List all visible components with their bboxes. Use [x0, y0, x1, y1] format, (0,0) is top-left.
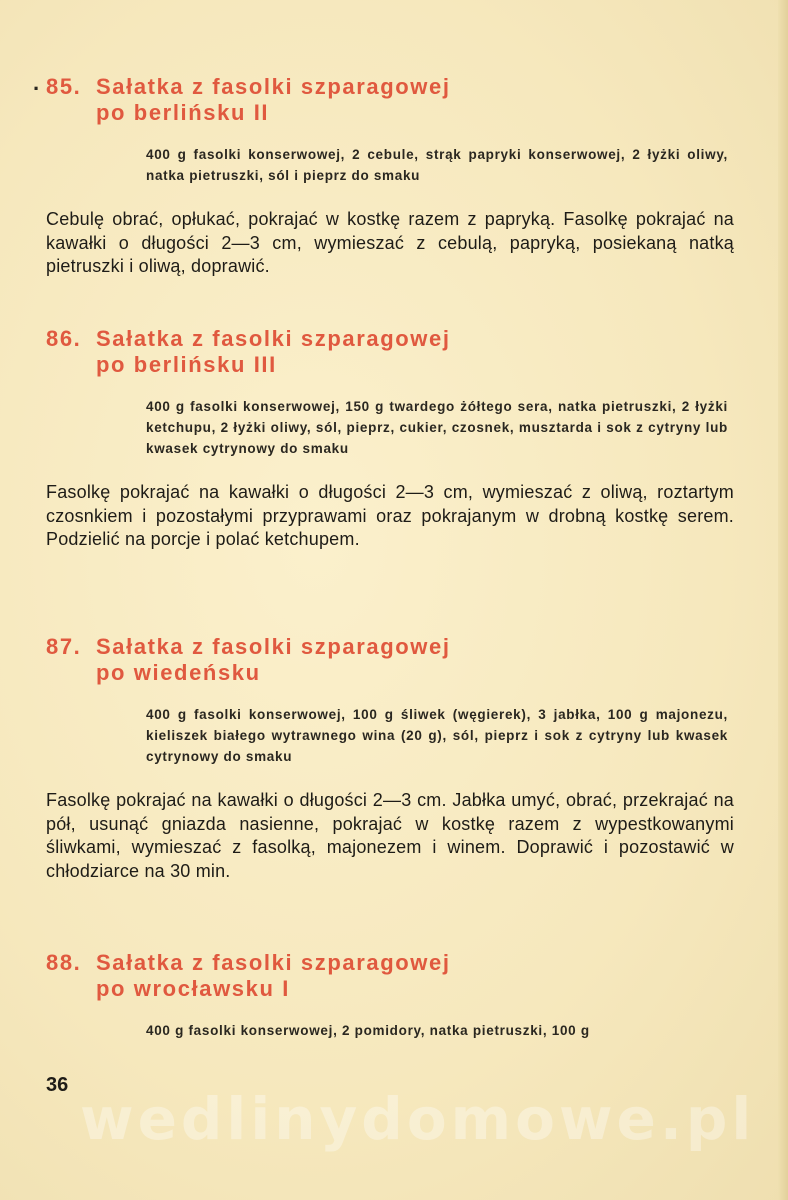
recipe-title-line1: Sałatka z fasolki szparagowej [96, 74, 451, 99]
page-edge [778, 0, 788, 1200]
recipe-title-line1: Sałatka z fasolki szparagowej [96, 634, 451, 659]
recipe-method: Fasolkę pokrajać na kawałki o długości 2—3 cm, wymieszać z oliwą, roztartym czosnkiem i pozostałymi przyprawami oraz pokrajanym w drobną kostkę serem. Podzielić na porcje i polać ketchupem. [46, 482, 734, 549]
recipe-86 [46, 326, 736, 552]
recipe-method: Fasolkę pokrajać na kawałki o długości 2—3 cm. Jabłka umyć, obrać, przekrajać na pół, usunąć gniazda nasienne, pokrajać w kostkę razem z wypestkowanymi śliwkami, wymieszać z fasolką, majonezem i winem. Doprawić i pozostawić w chłodziarce na 30 min. [46, 790, 734, 881]
recipe-ingredients: 400 g fasolki konserwowej, 150 g twardego żółtego sera, natka pietruszki, 2 łyżki ketchupu, 2 łyżki oliwy, sól, pieprz, cukier, czosnek, musztarda i sok z cytryny lub kwasek cytrynowy do smaku [146, 399, 728, 456]
recipe-number: 86. [46, 326, 82, 351]
recipe-number: 87. [46, 634, 82, 659]
page-number: 36 [46, 1074, 69, 1096]
recipe-87 [46, 634, 736, 883]
recipe-number: 88. [46, 950, 82, 975]
recipe-ingredients: 400 g fasolki konserwowej, 100 g śliwek (węgierek), 3 jabłka, 100 g majonezu, kieliszek białego wytrawnego wina (20 g), sól, pieprz i sok z cytryny lub kwasek cytrynowy do smaku [146, 707, 728, 764]
recipe-title-line1: Sałatka z fasolki szparagowej [96, 950, 451, 975]
recipe-title-line2: po wiedeńsku [96, 660, 261, 685]
recipe-title [46, 326, 736, 378]
recipe-title [46, 634, 736, 686]
watermark: wedlinydomowe.pl [80, 1085, 756, 1153]
recipe-title-line2: po berlińsku II [96, 100, 270, 125]
recipe-85 [46, 74, 736, 279]
recipe-title-line2: po wrocławsku I [96, 976, 290, 1001]
recipe-title-line1: Sałatka z fasolki szparagowej [96, 326, 451, 351]
recipe-ingredients: 400 g fasolki konserwowej, 2 cebule, strąk papryki konserwowej, 2 łyżki oliwy, natka pietruszki, sól i pieprz do smaku [146, 147, 728, 183]
recipe-method: Cebulę obrać, opłukać, pokrajać w kostkę razem z papryką. Fasolkę pokrajać na kawałki o długości 2—3 cm, wymieszać z cebulą, papryką, posiekaną natką pietruszki i oliwą, doprawić. [46, 209, 734, 276]
recipe-title [46, 74, 736, 126]
recipe-title [46, 950, 736, 1002]
stray-mark: . [33, 70, 40, 95]
recipe-ingredients: 400 g fasolki konserwowej, 2 pomidory, natka pietruszki, 100 g [146, 1023, 590, 1038]
recipe-title-line2: po berlińsku III [96, 352, 277, 377]
recipe-number: 85. [46, 74, 82, 99]
recipe-88 [46, 950, 736, 1041]
